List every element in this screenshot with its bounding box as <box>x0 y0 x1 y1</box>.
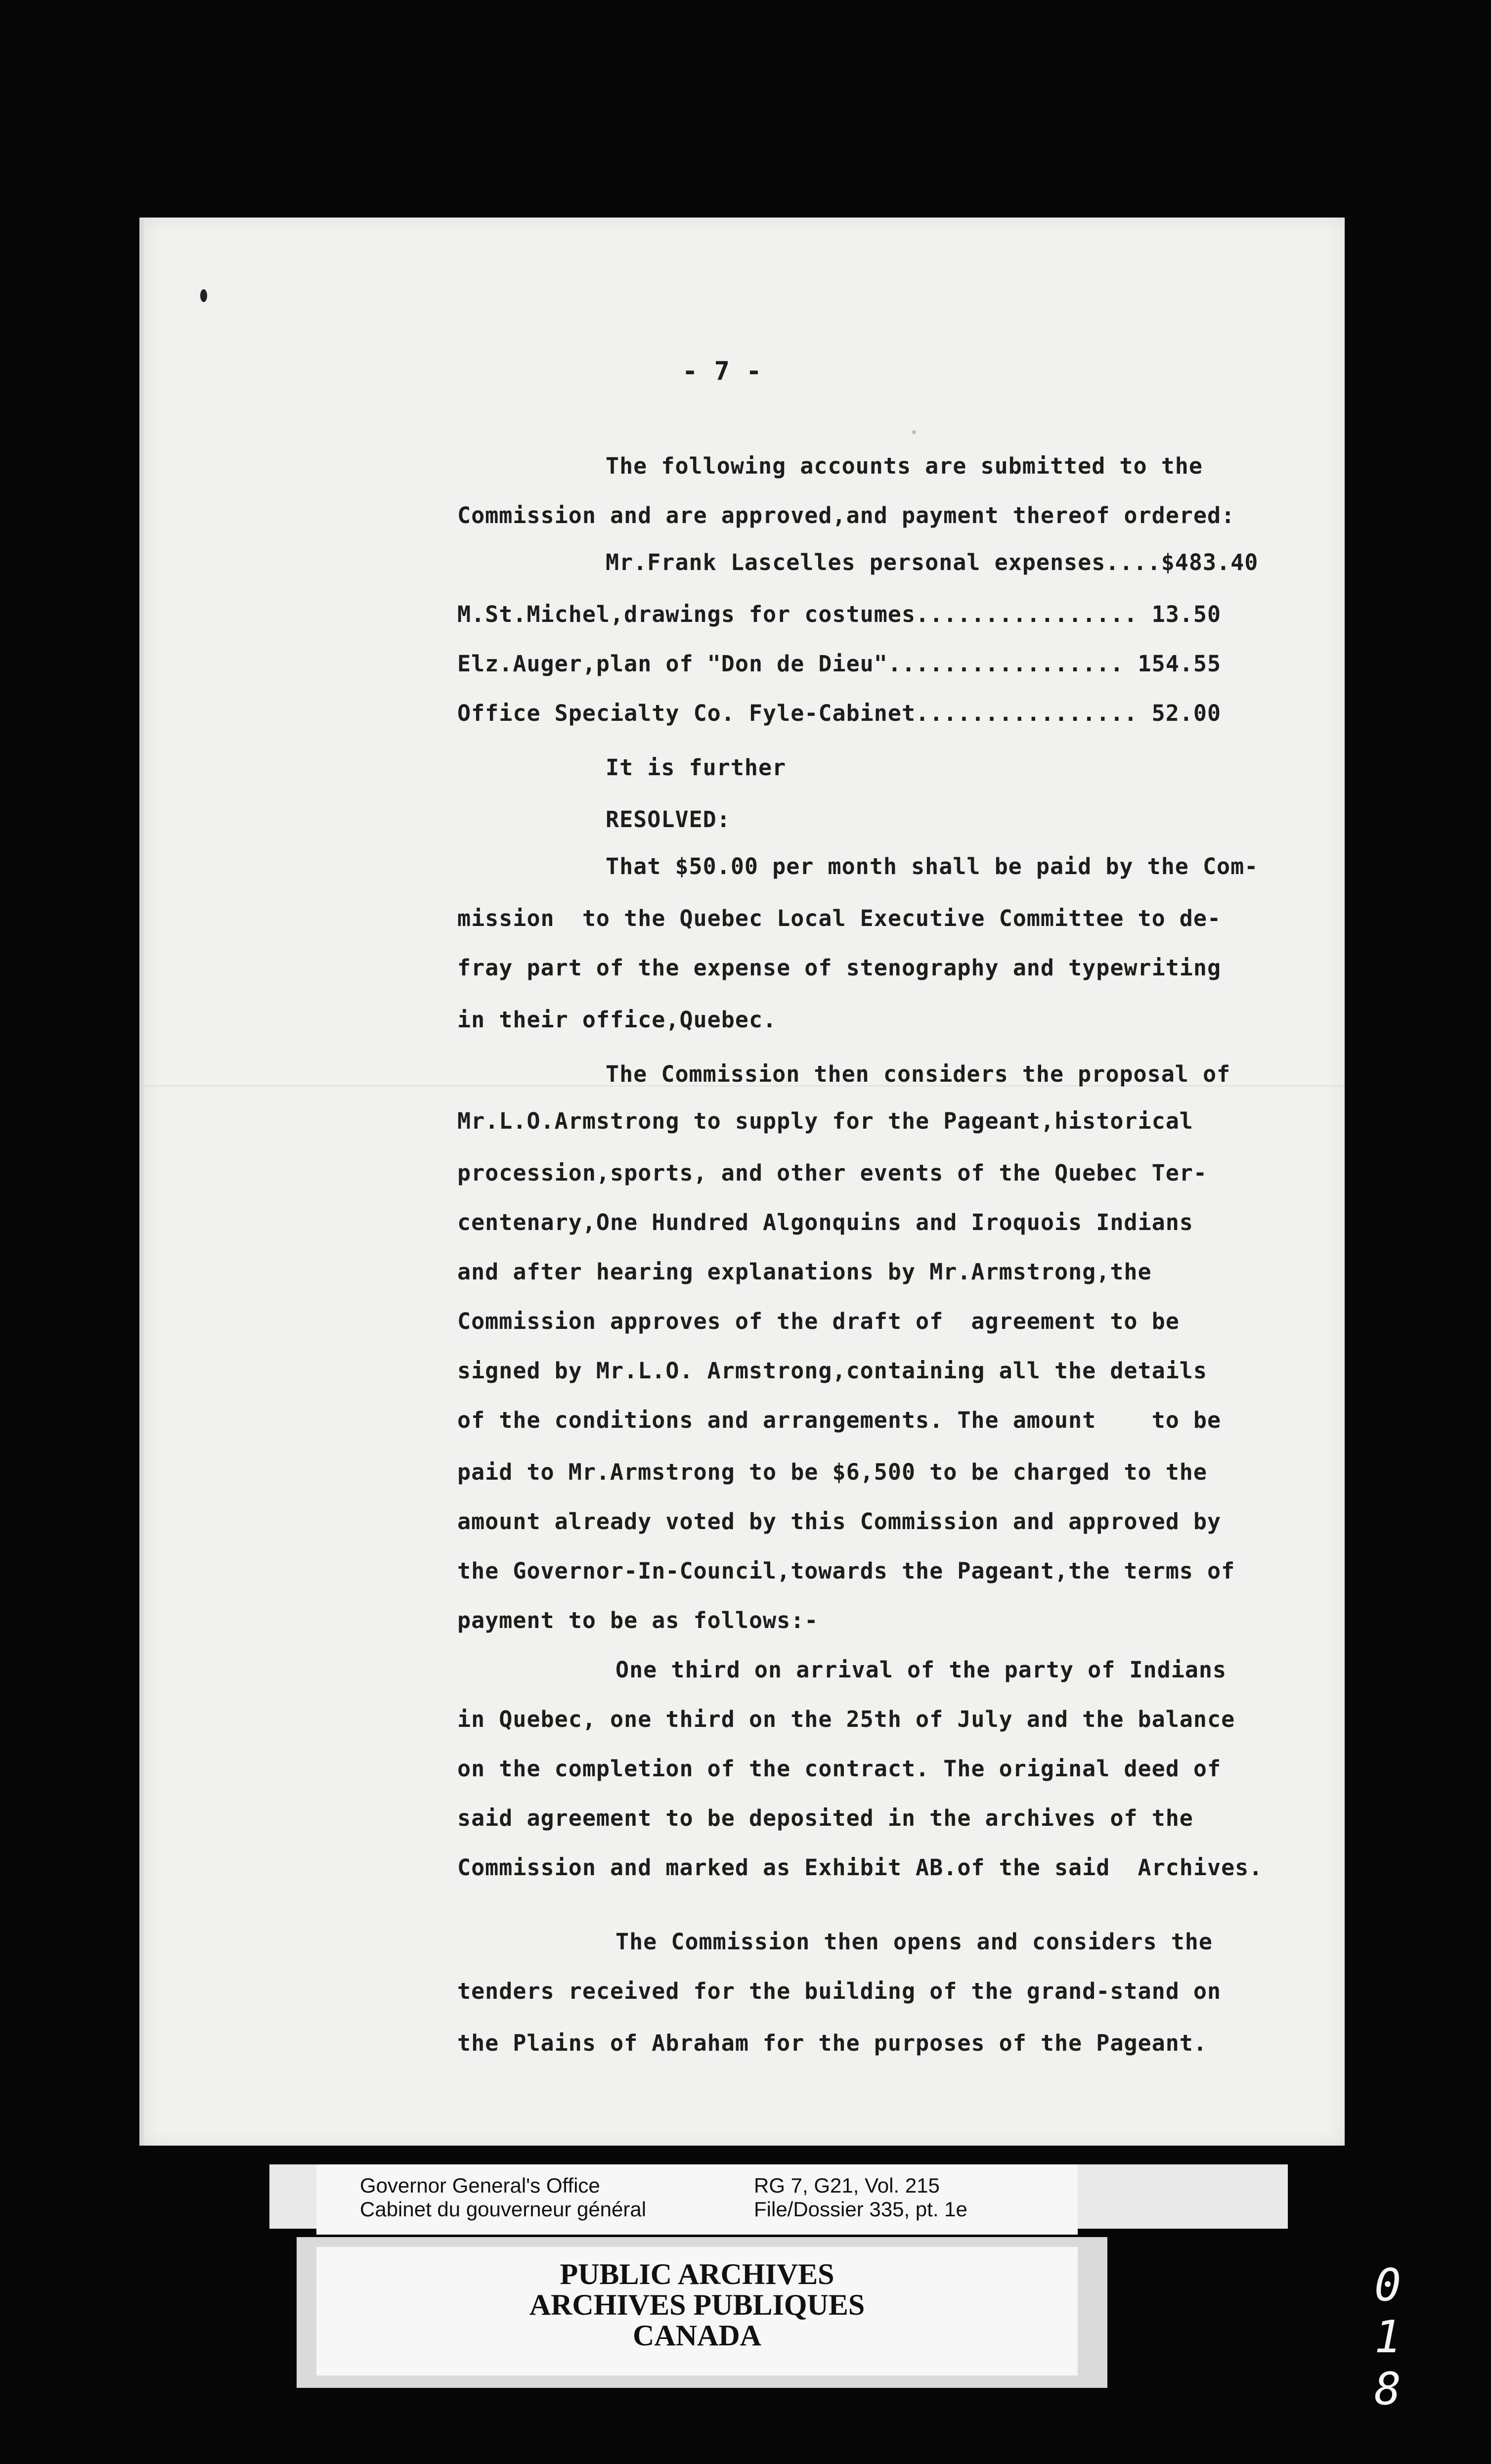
document-line: The Commission then considers the proposal of <box>606 1061 1231 1087</box>
document-line: Mr.L.O.Armstrong to supply for the Pageant,historical <box>457 1108 1193 1134</box>
document-line: on the completion of the contract. The original deed of <box>457 1756 1222 1782</box>
frame-number: 0 1 8 <box>1374 2259 1421 2415</box>
document-line: Commission and are approved,and payment thereof ordered: <box>457 502 1235 528</box>
document-line: That $50.00 per month shall be paid by the Com- <box>606 853 1259 880</box>
document-line: said agreement to be deposited in the archives of the <box>457 1805 1193 1831</box>
document-line: the Plains of Abraham for the purposes of the Pageant. <box>457 2030 1207 2056</box>
office-name-en: Governor General's Office <box>360 2174 600 2197</box>
document-line: Commission approves of the draft of agreement to be <box>457 1308 1180 1334</box>
document-line: signed by Mr.L.O. Armstrong,containing all the details <box>457 1358 1207 1384</box>
ink-mark <box>200 289 207 302</box>
document-line: and after hearing explanations by Mr.Armstrong,the <box>457 1259 1152 1285</box>
document-line: tenders received for the building of the grand-stand on <box>457 1978 1222 2004</box>
document-line: payment to be as follows:- <box>457 1607 819 1633</box>
document-line: in Quebec, one third on the 25th of July and the balance <box>457 1706 1235 1732</box>
archives-stamp-line-2: ARCHIVES PUBLIQUES <box>529 2288 865 2321</box>
archives-stamp-line-1: PUBLIC ARCHIVES <box>560 2258 834 2290</box>
document-line: amount already voted by this Commission and approved by <box>457 1508 1222 1535</box>
document-line: fray part of the expense of stenography and typewriting <box>457 955 1222 981</box>
document-line: in their office,Quebec. <box>457 1007 777 1033</box>
document-line: centenary,One Hundred Algonquins and Iroquois Indians <box>457 1209 1193 1235</box>
document-line: RESOLVED: <box>606 806 731 833</box>
document-line: of the conditions and arrangements. The amount to be <box>457 1407 1222 1433</box>
archives-stamp-line-3: CANADA <box>633 2319 761 2352</box>
document-line: Mr.Frank Lascelles personal expenses....$483.40 <box>606 549 1259 575</box>
office-name-fr: Cabinet du gouverneur général <box>360 2198 647 2221</box>
document-line: The following accounts are submitted to the <box>606 453 1203 479</box>
document-line: Office Specialty Co. Fyle-Cabinet................ 52.00 <box>457 700 1222 726</box>
document-line: The Commission then opens and considers the <box>615 1929 1213 1955</box>
document-line: the Governor-In-Council,towards the Pageant,the terms of <box>457 1558 1235 1584</box>
page-number: - 7 - <box>682 356 762 386</box>
reference-volume: RG 7, G21, Vol. 215 <box>754 2174 940 2197</box>
document-line: One third on arrival of the party of Indians <box>615 1657 1227 1683</box>
document-line: procession,sports, and other events of the Quebec Ter- <box>457 1160 1207 1186</box>
speck <box>912 430 916 434</box>
document-line: Elz.Auger,plan of "Don de Dieu"................. 154.55 <box>457 651 1222 677</box>
document-line: M.St.Michel,drawings for costumes................ 13.50 <box>457 601 1222 627</box>
document-line: Commission and marked as Exhibit AB.of the said Archives. <box>457 1854 1263 1881</box>
document-line: mission to the Quebec Local Executive Committee to de- <box>457 905 1222 931</box>
reference-file: File/Dossier 335, pt. 1e <box>754 2198 967 2221</box>
document-line: It is further <box>606 754 787 781</box>
document-line: paid to Mr.Armstrong to be $6,500 to be charged to the <box>457 1459 1207 1485</box>
